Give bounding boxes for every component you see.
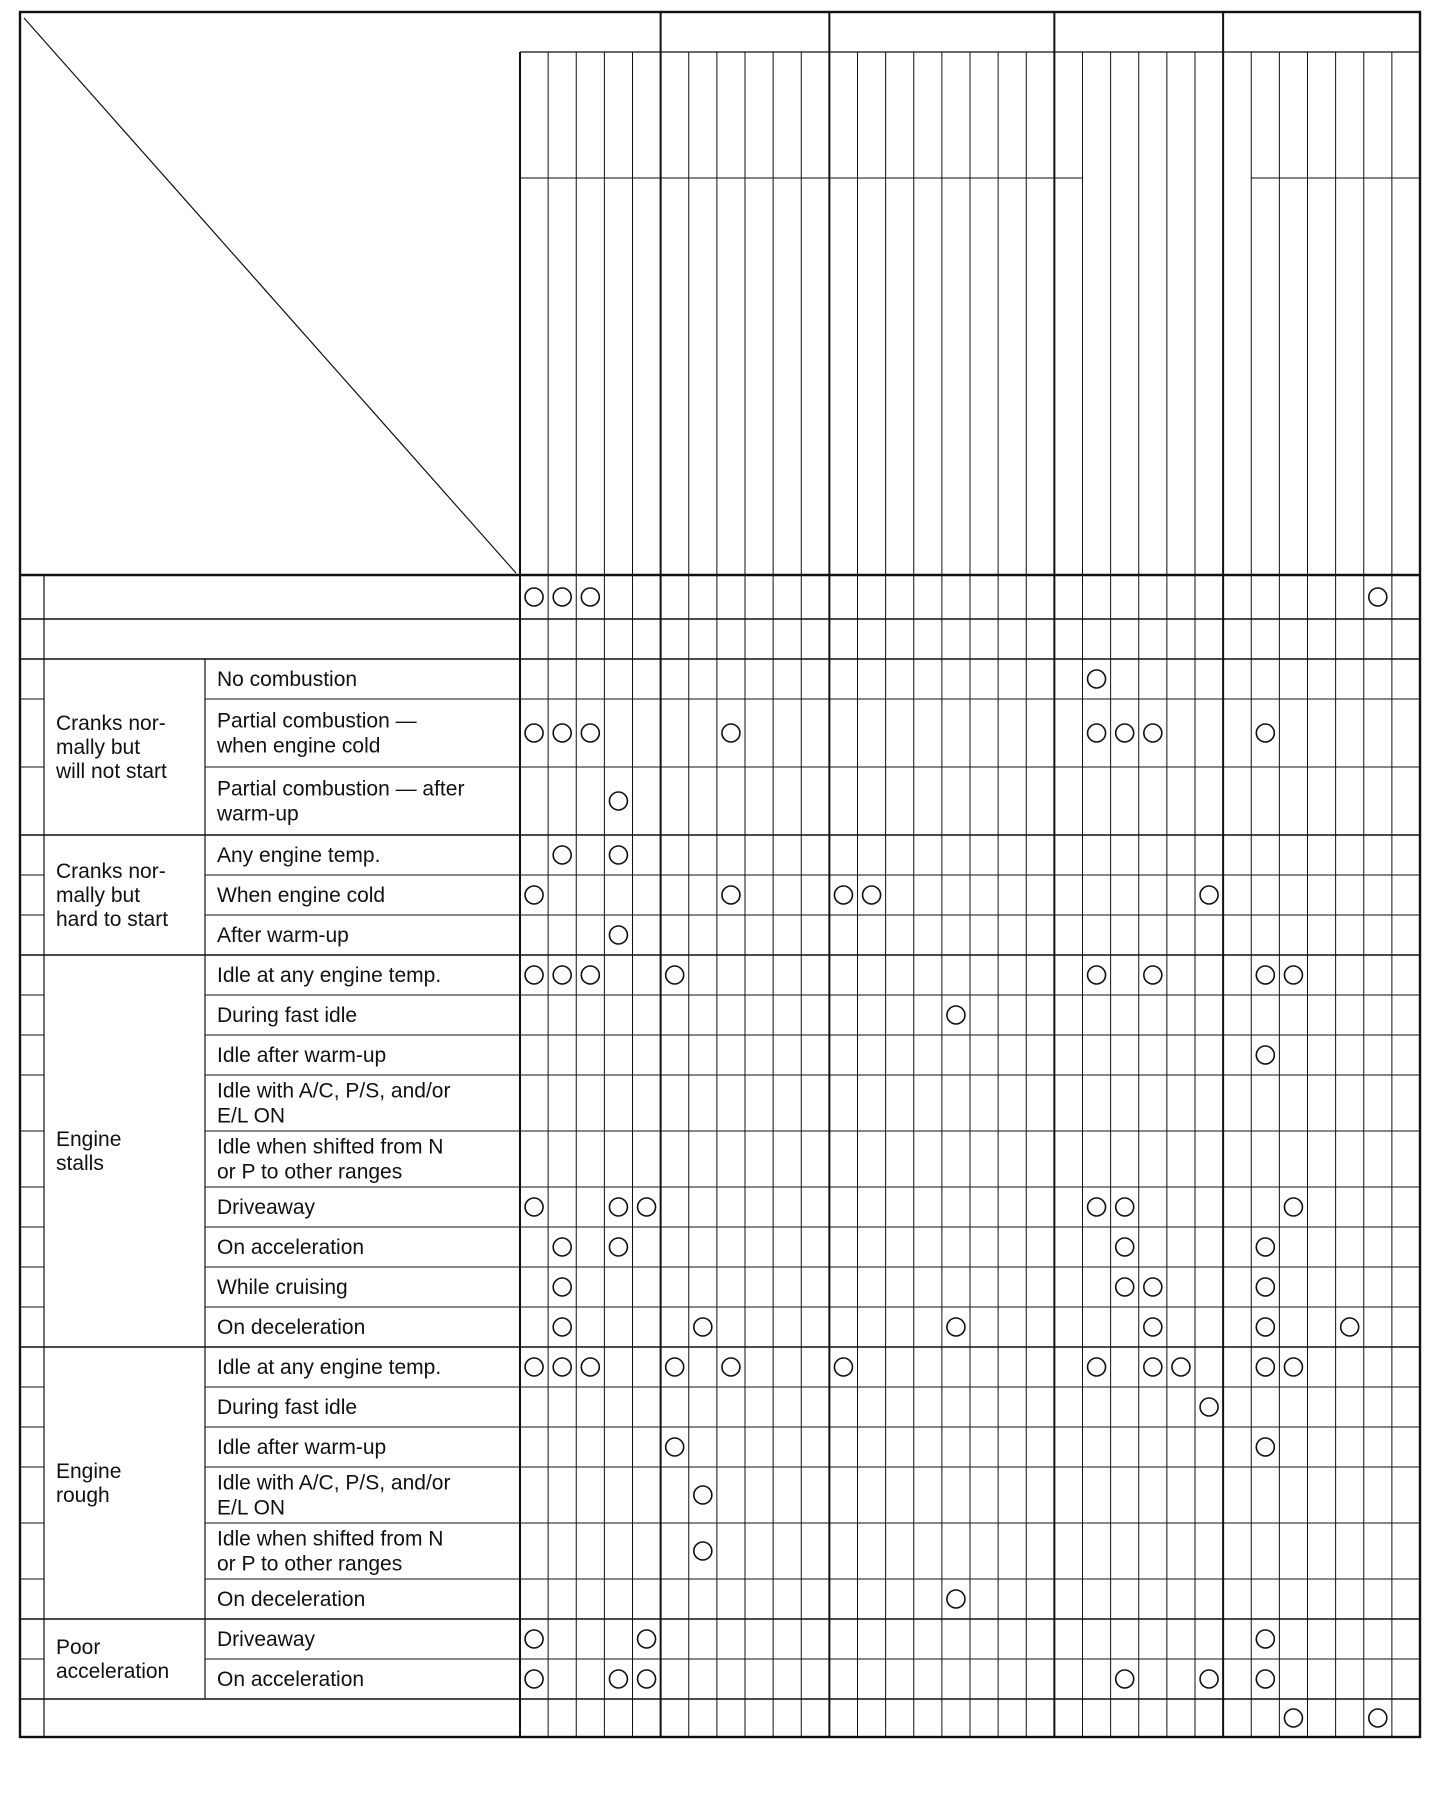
o-mark xyxy=(694,1486,712,1504)
o-mark xyxy=(834,1358,852,1376)
o-mark xyxy=(1116,1670,1134,1688)
o-mark xyxy=(722,886,740,904)
o-mark xyxy=(947,1590,965,1608)
o-mark xyxy=(1200,1398,1218,1416)
o-mark xyxy=(553,1358,571,1376)
text-line: Engine xyxy=(56,1128,122,1151)
text-line: hard to start xyxy=(56,908,169,931)
o-mark xyxy=(525,588,543,606)
row-label xyxy=(217,1080,450,1128)
o-mark xyxy=(1172,1358,1190,1376)
text-line: mally but xyxy=(56,884,141,907)
text-line: While cruising xyxy=(217,1276,348,1299)
row-label xyxy=(217,1628,316,1651)
row-label xyxy=(217,1236,364,1259)
o-mark xyxy=(1088,724,1106,742)
o-mark xyxy=(1256,1278,1274,1296)
o-mark xyxy=(863,886,881,904)
o-mark xyxy=(1256,1630,1274,1648)
o-mark xyxy=(553,1278,571,1296)
text-line: On acceleration xyxy=(217,1236,365,1259)
o-mark xyxy=(1088,966,1106,984)
text-line: E/L ON xyxy=(217,1496,286,1520)
o-mark xyxy=(1369,588,1387,606)
row-label xyxy=(217,1316,365,1339)
o-mark xyxy=(1088,1358,1106,1376)
o-mark xyxy=(638,1670,656,1688)
o-mark xyxy=(1284,1358,1302,1376)
o-mark xyxy=(525,1670,543,1688)
o-mark xyxy=(1256,1438,1274,1456)
row-label xyxy=(217,844,380,867)
text-line: On deceleration xyxy=(217,1588,366,1611)
o-mark xyxy=(581,588,599,606)
o-mark xyxy=(1116,1198,1134,1216)
o-mark xyxy=(609,846,627,864)
o-mark xyxy=(638,1198,656,1216)
text-line: mally but xyxy=(56,736,141,759)
o-mark xyxy=(553,846,571,864)
row-label xyxy=(217,884,385,907)
text-line: Any engine temp. xyxy=(217,844,381,867)
text-line: No combustion xyxy=(217,668,358,691)
o-mark xyxy=(525,886,543,904)
row-label xyxy=(217,1588,365,1611)
text-line: When engine cold xyxy=(217,884,386,907)
text-line: Partial combustion — after xyxy=(217,777,465,801)
text-line: Driveaway xyxy=(217,1196,316,1219)
text-line: Cranks nor- xyxy=(56,712,166,735)
o-mark xyxy=(581,966,599,984)
row-label xyxy=(217,1436,386,1459)
o-mark xyxy=(553,1238,571,1256)
row-label xyxy=(217,1136,443,1184)
o-mark xyxy=(1369,1709,1387,1727)
text-line: Cranks nor- xyxy=(56,860,166,883)
row-label xyxy=(217,1044,386,1067)
text-line: will not start xyxy=(56,760,167,783)
category-label xyxy=(55,712,167,783)
o-mark xyxy=(638,1630,656,1648)
text-line: Idle when shifted from N xyxy=(217,1135,444,1159)
o-mark xyxy=(694,1542,712,1560)
text-line: Idle with A/C, P/S, and/or xyxy=(217,1079,451,1103)
row-label xyxy=(217,1356,441,1379)
o-mark xyxy=(1116,1278,1134,1296)
text-line: rough xyxy=(56,1484,110,1507)
text-line: During fast idle xyxy=(217,1004,358,1027)
o-mark xyxy=(947,1006,965,1024)
o-mark xyxy=(1284,966,1302,984)
text-line: warm-up xyxy=(217,802,299,826)
text-line: Driveaway xyxy=(217,1628,316,1651)
o-mark xyxy=(525,1358,543,1376)
text-line: During fast idle xyxy=(217,1396,358,1419)
o-mark xyxy=(609,926,627,944)
row-label xyxy=(217,1004,357,1027)
text-line: E/L ON xyxy=(217,1104,286,1128)
o-mark xyxy=(581,724,599,742)
row-label xyxy=(217,1668,364,1691)
o-mark xyxy=(553,966,571,984)
o-mark xyxy=(525,724,543,742)
o-mark xyxy=(722,1358,740,1376)
o-mark xyxy=(1256,1238,1274,1256)
o-mark xyxy=(666,1438,684,1456)
category-label xyxy=(56,860,168,931)
o-mark xyxy=(609,1198,627,1216)
text-line: After warm-up xyxy=(217,924,349,947)
o-mark xyxy=(834,886,852,904)
corner-diagonal xyxy=(24,18,516,573)
row-label xyxy=(217,1396,357,1419)
text-line: Idle at any engine temp. xyxy=(217,1356,442,1379)
text-line: when engine cold xyxy=(217,734,381,758)
row-label xyxy=(217,668,357,691)
o-mark xyxy=(525,966,543,984)
o-mark xyxy=(1284,1709,1302,1727)
o-mark xyxy=(694,1318,712,1336)
o-mark xyxy=(1256,1318,1274,1336)
o-mark xyxy=(1256,1670,1274,1688)
row-label xyxy=(216,710,417,758)
text-line: acceleration xyxy=(56,1660,170,1683)
text-line: Poor xyxy=(56,1636,101,1659)
o-mark xyxy=(609,1670,627,1688)
o-mark xyxy=(525,1198,543,1216)
o-mark xyxy=(1341,1318,1359,1336)
text-line: On deceleration xyxy=(217,1316,366,1339)
row-label xyxy=(217,1472,450,1520)
category-label xyxy=(56,1460,121,1507)
text-line: Idle at any engine temp. xyxy=(217,964,442,987)
o-mark xyxy=(609,1238,627,1256)
o-mark xyxy=(581,1358,599,1376)
row-label xyxy=(217,924,349,947)
o-mark xyxy=(666,966,684,984)
category-label xyxy=(56,1636,169,1683)
text-line: Idle when shifted from N xyxy=(217,1527,444,1551)
text-line: Idle after warm-up xyxy=(217,1436,387,1459)
o-mark xyxy=(1144,724,1162,742)
text-line: Engine xyxy=(56,1460,122,1483)
o-mark xyxy=(553,724,571,742)
text-line: or P to other ranges xyxy=(217,1552,403,1576)
row-label xyxy=(216,778,464,826)
o-mark xyxy=(1144,1318,1162,1336)
row-label xyxy=(217,1528,443,1576)
o-mark xyxy=(1116,1238,1134,1256)
o-mark xyxy=(1256,1358,1274,1376)
o-mark xyxy=(1144,966,1162,984)
o-mark xyxy=(1284,1198,1302,1216)
o-mark xyxy=(1256,966,1274,984)
o-mark xyxy=(525,1630,543,1648)
text-line: Idle with A/C, P/S, and/or xyxy=(217,1471,451,1495)
text-line: stalls xyxy=(56,1152,104,1175)
o-mark xyxy=(553,1318,571,1336)
o-mark xyxy=(1256,1046,1274,1064)
text-line: Partial combustion — xyxy=(217,709,417,733)
row-label xyxy=(217,1196,316,1219)
o-mark xyxy=(1200,1670,1218,1688)
text-line: On acceleration xyxy=(217,1668,365,1691)
o-mark xyxy=(1144,1278,1162,1296)
o-mark xyxy=(1144,1358,1162,1376)
o-mark xyxy=(666,1358,684,1376)
o-mark xyxy=(722,724,740,742)
o-mark xyxy=(1088,1198,1106,1216)
row-label xyxy=(217,1276,348,1299)
o-mark xyxy=(1200,886,1218,904)
o-mark xyxy=(1088,670,1106,688)
o-mark xyxy=(947,1318,965,1336)
o-mark xyxy=(609,792,627,810)
o-mark xyxy=(1256,724,1274,742)
text-line: or P to other ranges xyxy=(217,1160,403,1184)
row-label xyxy=(217,964,441,987)
category-label xyxy=(56,1128,121,1175)
text-line: Idle after warm-up xyxy=(217,1044,387,1067)
o-mark xyxy=(1116,724,1134,742)
o-mark xyxy=(553,588,571,606)
